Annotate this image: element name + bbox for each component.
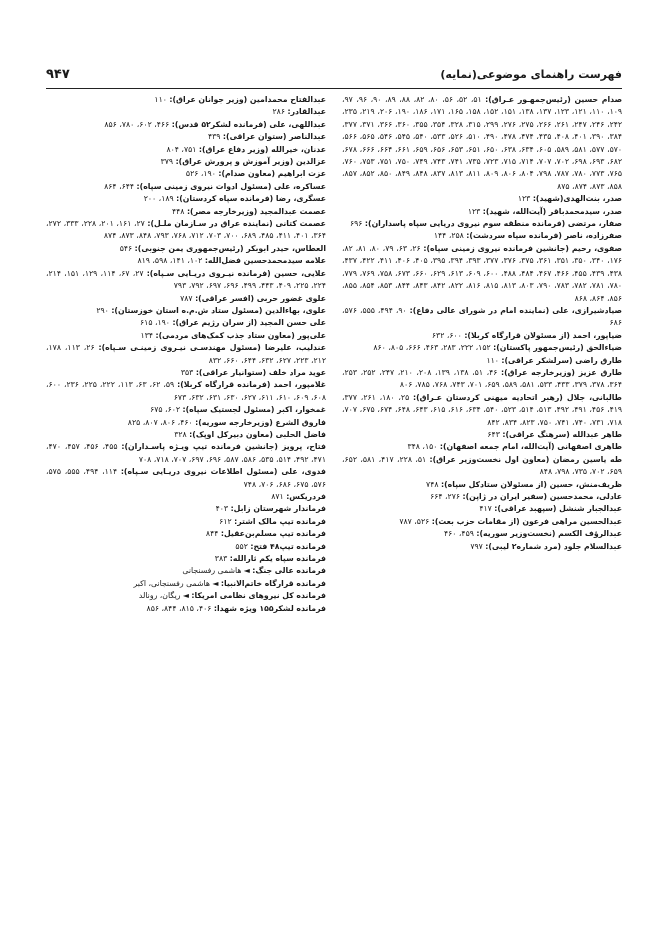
index-entry-refs: ۴۰۶، ۸۱۵، ۸۴۴، ۸۵۶ [146,603,212,613]
index-entry-refs: ۵۴۶ [119,243,133,253]
index-entry [46,528,326,540]
index-entry [46,218,326,243]
index-entry [46,106,326,118]
index-entry [46,317,326,329]
index-entry-name: علایی، حسین (فرمانده نیـروی دریـایی سـپاه): [146,268,326,278]
index-entry-name: عادلی، محمدحسین (سفیر ایران در ژاپن): [462,492,622,501]
index-entry-refs: ۱۳۴ [140,330,154,340]
index-entry-refs: ۲۹۰ [96,305,109,315]
index-entry [46,144,326,156]
index-entry-name: عبداللهی، علی (فرمانده لشکر۵۲ قدس): [171,119,326,129]
index-entry-name: صدر، بنت‌الهدی(شهید): [532,194,622,204]
index-entry-name: ضیاپور، احمد (از مسئولان قرارگاه کربلا): [464,330,622,340]
index-entry-name: صیادشیرازی، علی (نماینده امام در شورای عالی دفاع): [409,305,623,315]
index-entry-refs: ◄ ریگان، رونالد [138,591,189,601]
index-entry-refs: ۲۸۶ [272,107,285,117]
index-entry [46,466,326,491]
index-entry [342,441,622,453]
index-entry-refs: ۵۲۶، ۷۸۷ [399,516,430,526]
index-entry-name: صدر، سیدمحمدباقر (آیت‌الله، شهید): [482,206,622,216]
index-entry [342,206,622,218]
running-title: فهرست راهنمای موضوعی(نمایه) [440,67,622,81]
index-entry-refs: ۱۲۳ [517,194,531,204]
index-entry-refs: ۳۷۹ [160,157,174,167]
index-entry-refs: ۷۵۱، ۸۰۴ [166,144,197,154]
index-entry [46,541,326,553]
index-entry [342,503,622,515]
index-entry-name: فرماندار شهرستان زابل: [230,504,326,514]
index-entry-refs: ۴۵۹، ۴۶۰ [443,529,474,539]
index-entry-refs: ۲۵۸، ۱۴۴ [433,231,464,241]
index-entry [46,603,326,615]
index-entry [46,417,326,429]
header-rule [46,88,622,89]
index-entry-name: علی حسن المجید (از سران رژیم عراق): [172,318,326,328]
index-entry [46,578,326,590]
index-entry-refs: ۱۱۰ [154,95,167,104]
index-entry-name: فردریکس: [286,492,326,501]
index-entry [342,305,622,330]
index-entry-refs: ۱۲۳ [467,206,481,216]
index-entry-name: عندلیب، علیرضا (مسئول مهندسـی نیـروی زمینـی سـپاه): [98,343,326,353]
index-entry-name: صفار، مرتضی (فرمانده منطقه سوم نیروی دریایی سپاه پاسداران): [364,219,622,229]
index-entry-refs: ۶۰۰، ۶۳۲ [431,330,462,340]
index-entry-name: ظریف‌منش، حسین (از مسئولان ستادکل سپاه): [441,479,622,489]
index-entry-name: ضیاءالحق (رئیس‌جمهور پاکستان): [493,343,622,353]
index-entry-refs: ۷۹۷ [470,541,483,551]
index-entry-refs: ۵۱، ۵۲، ۵۶، ۸۰، ۸۲، ۸۸، ۸۹، ۹۰، ۹۶، ۹۷، ۱۰۹، ۱۱۰، ۱۲۱، ۱۲۳، ۱۳۷، ۱۳۸، ۱۵۱، ۱۵۲، ۱۵۸، ۱۶۵، ۱۷۱، ۱۸۶، ۱۹۰، ۲۰۶، ۲۱۹، ۲۳۵، ۲۴۲، ۲۴۶، ۲۴۷، ۲۶۱، ۲۶۶، ۲۷۵، ۲۷۶، ۲۹۹، ۳۱۵، ۳۲۸، ۳۵۴، ۳۵۵، ۳۶۰، ۳۶۶، ۳۷۱، ۳۷۷، ۳۸۴، ۳۹۰، ۴۰۱، ۴۰۸، ۴۳۵، ۴۷۴، ۴۷۸، ۴۹۰، ۵۱۰، ۵۲۶، ۵۳۳، ۵۴۰، ۵۴۵، ۵۴۶، ۵۶۵، ۵۶۶، ۵۷۰، ۵۷۷، ۵۸۱، ۵۸۹، ۶۰۵، ۶۳۴، ۶۳۸، ۶۵۰، ۶۵۱، ۶۵۳، ۶۵۶، ۶۵۹، ۶۶۱، ۶۶۴، ۶۶۶، ۶۷۸، ۶۸۲، ۶۹۳، ۶۹۸، ۷۰۲، ۷۰۷، ۷۱۴، ۷۱۵، ۷۲۳، ۷۳۵، ۷۴۱، ۷۴۳، ۷۴۹، ۷۵۰، ۷۵۱، ۷۵۳، ۷۶۰، ۷۶۵، ۷۷۳، ۷۸۰، ۷۸۷، ۷۹۸، ۸۰۴، ۸۰۶، ۸۰۹، ۸۱۱، ۸۱۳، ۸۳۷، ۸۴۸، ۸۴۹، ۸۵۰، ۸۵۲، ۸۵۷، ۸۵۸، ۸۷۳، ۸۷۴، ۸۷۵ [342,95,623,191]
index-entry-name: عزت ابراهیم (معاون صدام): [218,169,326,179]
index-entry-refs: ◄ هاشمی رفسنجانی [182,566,250,576]
index-entry [342,541,622,553]
index-entry [46,255,326,267]
index-entry [342,454,622,479]
index-entry-name: فرمانده تیپ مسلم‌بن‌عقیل: [220,529,326,539]
page-number: ۹۴۷ [46,66,70,82]
index-entry-name: فاروق الشرع (وزیرخارجه سوریه): [195,417,326,427]
index-entry-refs: ۷۸۷ [180,293,193,303]
index-entry-name: فرمانده سپاه یکم ثارالله: [229,554,326,564]
index-entry-name: طاهری اصفهانی (آیت‌الله، امام جمعه اصفهان): [439,442,622,452]
index-entry-refs: ۶۰۲، ۶۷۵ [150,405,181,415]
index-entry-name: عزالدین (وزیر آموزش و پرورش عراق): [175,157,326,167]
index-entry [46,441,326,466]
index-entry [342,392,622,429]
index-entry-refs: ۶۴۴، ۸۶۴ [104,181,135,191]
index-entry-name: عساکره، علی (مسئول ادوات نیروی زمینی سپاه): [136,181,326,191]
index-entry-name: صفوی، رحیم (جانشین فرمانده نیروی زمینی سپاه): [423,243,623,253]
index-entry-refs: ۴۱۷ [479,504,492,514]
index-entry [46,305,326,317]
index-entry-name: علوی، بهاءالدین (مسئول ستاد ش.م.ه استان خوزستان): [111,305,326,315]
index-entry-name: عبدالحسین مراهی فرعون (از مقامات حزب بعث): [431,516,622,526]
index-entry-refs: ۶۱۲ [219,516,232,526]
index-entry-name: عبدالسلام جلود (مرد شماره۲ لیبی): [485,541,622,551]
index-entry-refs: ۴۴۸ [171,206,185,216]
index-entry [342,429,622,441]
index-entry-refs: ۴۶۶، ۶۰۲، ۷۸۰، ۸۵۶ [104,119,170,129]
index-entry-refs: ۱۱۴، ۴۹۴، ۵۵۵، ۵۷۵، ۵۷۶، ۶۷۵، ۶۸۶، ۷۰۶، ۷۴۸ [46,467,326,489]
index-entry-name: عبدالرؤف الکسم (نخست‌وزیر سوریه): [476,529,622,539]
index-entry [46,181,326,193]
index-entry [46,342,326,367]
index-column-right [342,94,622,553]
index-entry-refs: ۶۴۳ [487,429,500,439]
index-entry-name: طالبانی، جلال (رهبر اتحادیه میهنی کردستان عـراق): [413,392,622,402]
index-entry-refs: ۸۷۱ [271,492,284,501]
index-entry-refs: ۱۹۰، ۵۲۶ [185,169,216,179]
index-entry-name: طه یاسین رمضان (معاون اول نخست‌وزیر عراق): [429,454,623,464]
index-entry-name: فرمانده تیپ مالک اشتر: [234,516,326,526]
index-entry-name: العطاس، حیدر ابوبکر (رئیس‌جمهوری یمن جنوبی): [134,243,326,253]
index-entry-refs: ۳۲۸ [174,429,187,439]
index-entry [342,342,622,354]
index-entry-refs: ۱۱۰ [486,355,499,365]
index-entry-refs: ۲۷، ۶۷، ۱۱۴، ۱۲۹، ۱۵۱، ۲۱۴، ۲۲۴، ۲۲۵، ۴۰۹، ۴۴۳، ۴۹۹، ۶۹۶، ۶۹۷، ۷۹۲، ۷۹۳ [46,268,326,291]
index-entry [46,293,326,305]
index-entry-name: عبدالجبار شنشل (سپهبد عراقی): [494,504,622,514]
index-column-left [46,94,326,615]
index-entry-refs: ۲۷۶، ۶۶۴ [430,492,461,501]
index-entry-name: عوید مراد خلف (ستوانیار عراقی): [195,367,326,377]
index-entry-name: عدنان، خیرالله (وزیر دفاع عراق): [198,144,326,154]
index-entry-name: طارق عزیز (وزیرخارجه عراق): [501,367,623,377]
index-entry [342,516,622,528]
index-entry [46,131,326,143]
index-entry [46,491,326,503]
index-entry [46,367,326,379]
index-entry-refs: ۲۷، ۱۶۱، ۲۰۱، ۲۲۸، ۳۳۳، ۲۷۲، ۳۶۴، ۴۰۱، ۴۱۱، ۴۸۵، ۶۸۹، ۷۰۰، ۷۰۳، ۷۱۲، ۷۶۸، ۷۹۳، ۸۴۸، ۸۷۳، ۸۷۴ [46,219,326,241]
index-entry-name: صفرزاده، ناصر (فرمانده سپاه سردشت): [466,231,622,241]
index-entry-refs: ۱۰۲، ۱۴۱، ۵۹۸، ۸۱۹ [137,256,203,266]
index-entry [342,355,622,367]
index-entry-name: فتاح، پرویز (جانشین فرمانده تیپ ویـژه پاسـداران): [121,442,326,452]
index-entry-name: صدام حسین (رئیس‌جمهـور عـراق): [485,95,623,104]
index-entry [46,206,326,218]
index-entry-name: علی‌پور (معاون ستاد جذب کمک‌های مردمی): [155,330,326,340]
index-entry-refs: ۵۱، ۲۲۸، ۴۱۷، ۵۸۱، ۶۵۲، ۶۵۹، ۷۰۲، ۷۳۵، ۷۹۸، ۸۴۸ [342,454,622,477]
index-entry [342,491,622,503]
index-entry [46,404,326,416]
index-entry-name: علامه سیدمحمدحسین فضل‌الله: [204,256,326,266]
index-entry [342,528,622,540]
index-entry-refs: ۵۹، ۶۲، ۶۳، ۱۱۳، ۲۲۲، ۲۲۵، ۲۳۶، ۶۰۰، ۶۰۸، ۶۰۹، ۶۱۰، ۶۱۱، ۶۲۷، ۶۳۰، ۶۳۱، ۶۳۲، ۶۷۳ [46,380,326,402]
index-entry-refs: ۳۵۳ [180,367,194,377]
index-entry-refs: ۱۸۹، ۲۰۰ [143,194,174,204]
index-entry-name: فرمانده عالی جنگ: [252,566,326,576]
index-entry-refs: ۷۴۸ [426,479,439,489]
index-entry [342,479,622,491]
index-entry [342,243,622,305]
index-entry [342,230,622,242]
index-entry-name: عسگری، رضا (فرمانده سپاه کردستان): [176,194,326,204]
index-entry [46,268,326,293]
index-entry-refs: ۱۵۰، ۳۴۸ [407,442,438,452]
index-entry-refs: ۴۰۳ [215,504,229,514]
index-entry [46,503,326,515]
index-entry-name: طارق راضی (سرلشکر عراقی): [501,355,622,365]
index-entry-name: غمخوار، اکبر (مسئول لجستیک سپاه): [182,405,326,415]
index-entry [46,565,326,577]
index-entry-name: عبدالقادر: [287,107,326,117]
index-entry-name: فاضل الحلبی (معاون دبیرکل اوپک): [189,429,326,439]
index-entry-refs: ◄ هاشمی رفسنجانی، اکبر [133,578,219,588]
index-entry-refs: ۵۵۲ [235,541,248,551]
index-entry [46,119,326,131]
index-entry-refs: ۴۶، ۵۱، ۱۳۸، ۱۳۹، ۲۰۸، ۲۱۰، ۲۴۷، ۲۵۲، ۲۵۳، ۳۶۴، ۳۷۸، ۳۷۹، ۴۳۳، ۵۳۳، ۵۸۱، ۵۸۹، ۶۵۹، ۷۰۱، ۷۴۳، ۷۶۸، ۷۸۵، ۸۰۶ [342,367,622,390]
index-entry-refs: ۴۶۰، ۸۰۶، ۸۰۷، ۸۲۵ [127,417,193,427]
index-entry-refs: ۱۹۰، ۶۱۵ [140,318,170,328]
index-entry-refs: ۲۵، ۱۸۰، ۲۶۱، ۳۷۷، ۴۱۹، ۴۵۶، ۴۹۱، ۴۹۲، ۵۱۳، ۵۱۴، ۵۲۳، ۵۴۰، ۶۳۴، ۶۱۶، ۶۱۵، ۶۴۳، ۶۴۸، ۶۷۴، ۶۷۵، ۷۰۷، ۷۱۸، ۷۳۱، ۷۴۰، ۷۴۱، ۷۵۰، ۸۲۳، ۸۳۴، ۸۴۲ [342,392,623,427]
index-entry-name: غلامپور، احمد (فرمانده قرارگاه کربلا): [177,380,327,390]
index-entry [342,94,622,193]
index-entry-name: فرمانده کل نیروهای نظامی امریکا: [191,591,326,601]
index-entry-name: عصمت عبدالمجید (وزیرخارجه مصر): [186,206,326,216]
index-entry-name: فدوی، علی (مسئول اطلاعات نیروی دریـایی سـپاه): [120,467,326,477]
index-entry-name: فرمانده لشکر۱۵۵ ویژه شهدا: [213,603,326,613]
index-entry-name: فرمانده قرارگاه خاتم‌الانبیا: [220,578,326,588]
index-entry [46,330,326,342]
index-entry-name: طاهر عبدالله (سرهنگ عراقی): [502,429,622,439]
index-entry-refs: ۲۶، ۶۳، ۷۹، ۸۰، ۸۱، ۸۲، ۱۷۶، ۳۴۰، ۳۵۰، ۳۵۱، ۳۶۱، ۳۷۵، ۳۷۶، ۳۷۷، ۳۹۳، ۳۹۴، ۳۹۵، ۴۰۵، ۴۰۶، ۴۱۱، ۴۲۲، ۴۳۷، ۴۳۸، ۴۳۹، ۴۵۵، ۴۶۶، ۴۶۷، ۴۸۴، ۴۸۸، ۶۰۰، ۶۰۹، ۶۱۳، ۶۲۹، ۶۶۰، ۶۷۳، ۷۵۸، ۷۶۹، ۷۷۹، ۷۸۰، ۷۸۱، ۷۸۲، ۷۸۳، ۷۹۰، ۸۰۳، ۸۱۳، ۸۱۵، ۸۱۶، ۸۲۲، ۸۴۲، ۸۴۳، ۸۴۴، ۸۵۳، ۸۵۴، ۸۵۵، ۸۵۶، ۸۶۴، ۸۶۸ [342,243,623,303]
index-entry-name: فرمانده تیپ۴۸ فتح: [250,541,326,551]
index-entry-refs: ۳۸۳ [214,554,228,564]
index-entry [342,367,622,392]
index-entry-refs: ۱۵۲، ۲۲۲، ۲۸۳، ۴۶۳، ۶۶۶، ۸۰۵، ۸۶۰ [373,343,491,353]
index-entry [46,590,326,602]
index-entry [46,429,326,441]
index-entry-refs: ۹۰، ۴۹۴، ۵۵۵، ۵۷۶، ۶۸۶ [342,305,622,328]
index-entry-refs: ۲۶، ۱۱۳، ۱۷۸، ۲۱۲، ۲۲۳، ۶۲۷، ۶۳۲، ۶۴۴، ۶۶۰، ۸۳۲ [46,343,326,365]
index-entry-name: عبدالناصر (ستوان عراقی): [222,132,326,142]
index-entry-name: عبدالفتاح محمدامین (وزیر جوانان عراق): [169,95,326,104]
index-entry [46,193,326,205]
index-entry-refs: ۴۳۹ [207,132,221,142]
index-entry [342,330,622,342]
index-entry [46,516,326,528]
index-entry [46,243,326,255]
index-entry-refs: ۴۵۵، ۴۵۶، ۴۵۷، ۴۷۰، ۴۷۱، ۴۹۲، ۵۱۴، ۵۳۵، ۵۸۶، ۵۸۷، ۶۹۶، ۶۹۷، ۷۰۷، ۷۱۸، ۷۰۸ [46,442,326,464]
index-entry-name: عصمت کتانی (نماینده عراق در سـازمان ملـل): [147,219,326,229]
index-entry-refs: ۸۴۴ [205,529,219,539]
index-entry [46,168,326,180]
index-entry-refs: ۶۹۶ [349,219,363,229]
index-entry [46,553,326,565]
index-entry-name: علوی غضور حربی (افسر عراقی): [195,293,326,303]
index-entry [46,156,326,168]
index-entry [342,193,622,205]
index-entry [46,379,326,404]
page-header [46,64,622,84]
index-entry [342,218,622,230]
index-entry [46,94,326,106]
